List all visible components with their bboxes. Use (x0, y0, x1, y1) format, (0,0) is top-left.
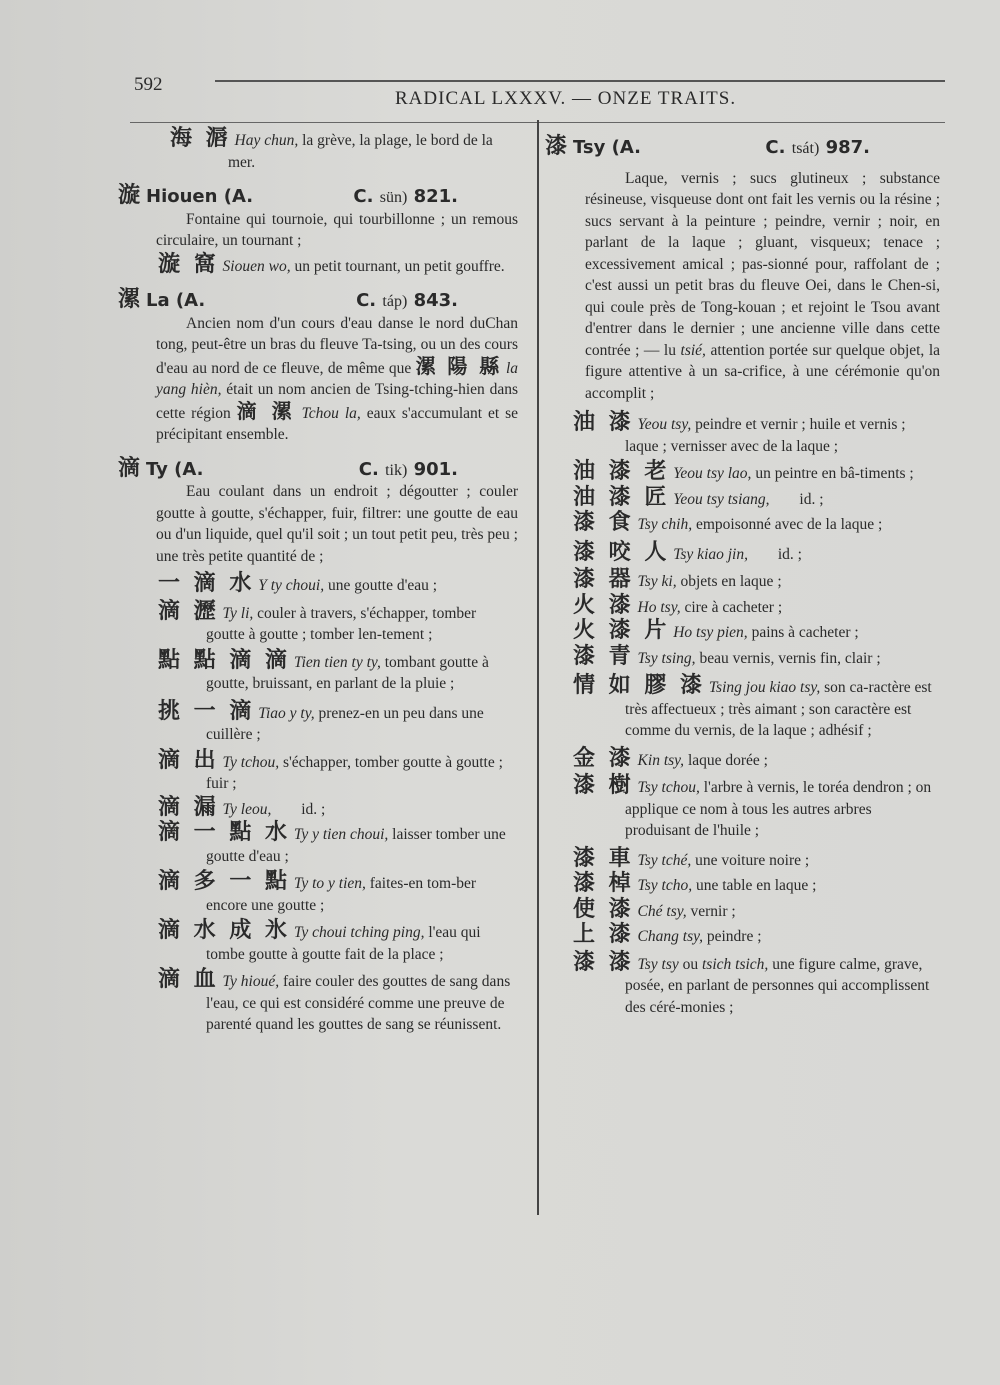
sub-entry-romanization: Tsy tsing, (637, 649, 696, 667)
sub-entry-text: une table en laque ; (695, 877, 817, 894)
sub-entry-chars: 漆 青 (573, 643, 634, 669)
ref-prefix: C. (765, 137, 786, 158)
entry-heading-hiouen (118, 185, 518, 209)
sub-entry-chars: 一 滴 水 (158, 571, 255, 596)
sub-entry (545, 775, 940, 842)
sub-entry (118, 573, 518, 597)
sub-entry-list (118, 573, 518, 1036)
sub-entry (545, 845, 940, 872)
continued-sub-entry (118, 128, 518, 173)
entry-definition: Fontaine qui tournoie, qui tourbillonne ; un remous circulaire, un tournant ; (156, 210, 518, 249)
sub-entry-chars: 漆 樹 (573, 773, 634, 798)
definition-chars: 滴 漯 (236, 398, 296, 423)
sub-entry-romanization: Ty li, (222, 604, 254, 622)
sub-entry-list (545, 412, 940, 1018)
entry-ref (765, 137, 870, 160)
entry-char: 滴 (118, 455, 141, 481)
ref-prefix: C. (358, 458, 379, 480)
sub-entry-romanization: Tsy tsy (637, 955, 679, 973)
sub-entry-text: objets en laque ; (680, 573, 782, 590)
sub-entry-chars: 滴 一 點 水 (158, 820, 290, 845)
definition-text: Ancien nom d'un cours d'eau danse le nord duChan tong, peut-être un bras du fleuve Ta-tsing, ou un des cours d'eau au nord de ce fleuve, de même que (156, 314, 518, 377)
sub-entry-text: un petit tournant, un petit gouffre. (294, 257, 505, 275)
sub-entry-text: vernir ; (690, 902, 736, 920)
sub-entry (118, 647, 518, 695)
sub-entry (545, 896, 940, 923)
sub-entry-text: cire à cacheter ; (684, 598, 783, 616)
sub-entry-chars: 漆 咬 人 (573, 539, 670, 565)
sub-entry-romanization: Tsing jou kiao tsy, (708, 679, 821, 696)
sub-entry-chars: 滴 多 一 點 (158, 869, 290, 894)
sub-entry-romanization: Kin tsy, (637, 751, 685, 769)
entry-name: La (A. (146, 290, 206, 311)
sub-entry-romanization: Tien tien ty ty, (293, 653, 381, 671)
sub-entry-romanization: Y ty choui, (258, 577, 325, 594)
ref-pronunciation: táp) (382, 293, 408, 310)
sub-entry-romanization: Tsy tchou, (637, 779, 700, 796)
sub-entry-text: id. ; (301, 800, 326, 818)
entry-name: Tsy (A. (573, 137, 641, 158)
sub-entry-text: faire couler des gouttes de sang dans l'eau, ce qui est considéré comme une preuve de parenté quand les gouttes de sang se réunissent. (206, 973, 511, 1033)
sub-entry-chars: 漆 漆 (573, 949, 634, 975)
left-column (118, 128, 518, 1036)
ref-prefix: C. (356, 290, 377, 311)
sub-entry-text: la grève, la plage, le bord de la mer. (228, 132, 493, 171)
entry-heading-tsy (545, 136, 940, 160)
sub-entry-romanization: Tsy chih, (637, 516, 693, 533)
ref-pronunciation: sün) (379, 189, 408, 206)
sub-entry-romanization: Hay chun, (234, 132, 299, 149)
sub-entry-text: une figure calme, grave, posée, en parlant de personnes qui accomplissent des céré-monies ; (625, 955, 930, 1016)
sub-entry (118, 920, 518, 965)
sub-entry-chars: 滴 出 (158, 747, 219, 773)
sub-entry-text: s'échapper, tomber goutte à goutte ; fuir ; (206, 753, 503, 792)
sub-entry-chars: 油 漆 (573, 410, 634, 435)
sub-entry-text: une voiture noire ; (695, 851, 810, 869)
sub-entry (545, 924, 940, 948)
entry-ref (356, 290, 458, 313)
sub-entry (118, 822, 518, 867)
sub-entry-romanization: Chang tsy, (637, 928, 703, 945)
sub-entry-romanization: Yeou tsy lao, (673, 465, 752, 482)
sub-entry-text: beau vernis, vernis fin, clair ; (699, 649, 881, 667)
sub-entry-text: prenez-en un peu dans une cuillère ; (206, 704, 484, 743)
sub-entry (545, 675, 940, 742)
definition-text: Laque, vernis ; sucs glutineux ; substance résineuse, visqueuse dont ont fait les vernis ou la résine ; sucs servant à la peinture ; peindre, vernir ; noir, en parlant de la laque ; gluant, visqueux; tenace ; excessivement amical ; pas-sionné pour, raffolant de ; c'est aussi un petit bras du fleuve Oei, dans le Chen-si, qui coule près de Tong-kouan ; et rejoint le Tsou avant d'entrer dans le dernier ; une ancienne ville dans cette contrée ; — lu (585, 169, 940, 359)
definition-chars: 漯 陽 縣 (415, 353, 502, 378)
sub-entry-romanization: Tsy tcho, (637, 877, 693, 894)
sub-entry-romanization: Ty y tien choui, (293, 826, 389, 843)
sub-entry-romanization: Yeou tsy, (637, 416, 692, 433)
sub-entry-text: laisser tomber une goutte d'eau ; (206, 826, 506, 865)
sub-entry-text: id. ; (799, 490, 824, 508)
sub-entry-chars: 漆 車 (573, 845, 634, 871)
sub-entry-text: tombant goutte à goutte, bruissant, en parlant de la pluie ; (206, 653, 489, 692)
sub-entry-romanization: Tsy ki, (637, 573, 677, 590)
sub-entry (545, 745, 940, 772)
sub-entry-romanization: Tsy tché, (637, 851, 692, 869)
sub-entry-chars: 海 滣 (170, 126, 231, 151)
sub-entry (118, 598, 518, 646)
header-rule (215, 80, 945, 82)
sub-entry (118, 747, 518, 795)
sub-entry-romanization: Ho tsy, (637, 598, 681, 616)
sub-entry (545, 949, 940, 1019)
sub-entry-text: id. ; (777, 545, 802, 563)
sub-entry-text: l'arbre à vernis, le toréa dendron ; on applique ce nom à tous les autres arbres produisant de l'huile ; (625, 779, 932, 839)
sub-entry (118, 871, 518, 916)
column-divider (537, 120, 539, 1215)
sub-entry-text: une goutte d'eau ; (327, 577, 438, 594)
sub-entry (545, 592, 940, 619)
sub-entry (545, 539, 940, 566)
ref-pronunciation: tik) (385, 461, 408, 479)
sub-entry-text: un peintre en bâ-timents ; (755, 465, 914, 482)
sub-entry-chars: 滴 漏 (158, 794, 219, 820)
ref-number: 901. (413, 458, 458, 480)
entry-name: Hiouen (A. (146, 186, 254, 207)
sub-entry (118, 969, 518, 1036)
entry-char: 漯 (118, 287, 141, 312)
sub-entry-text: laque dorée ; (687, 751, 768, 769)
sub-entry (118, 794, 518, 821)
sub-entry-chars: 上 漆 (573, 922, 634, 947)
sub-entry-romanization: Ty hioué, (222, 973, 280, 990)
sub-entry-romanization: tsich tsich, (702, 955, 769, 973)
sub-entry-chars: 滴 水 成 氷 (158, 918, 290, 943)
entry-char: 漆 (545, 134, 568, 159)
sub-entry-chars: 漆 棹 (573, 871, 634, 896)
sub-entry-text: peindre ; (706, 928, 762, 945)
entry-name: Ty (A. (146, 458, 204, 480)
sub-entry-romanization: Tsy kiao jin, (673, 545, 748, 563)
ref-number: 821. (413, 186, 458, 207)
sub-entry-text: empoisonné avec de la laque ; (695, 516, 883, 533)
sub-entry-romanization: Tiao y ty, (258, 704, 315, 722)
ref-number: 843. (413, 290, 458, 311)
sub-entry-romanization: Siouen wo, (222, 257, 291, 275)
sub-entry (118, 698, 518, 746)
definition-romanization: Tchou la, (301, 404, 361, 422)
sub-entry (545, 873, 940, 897)
entry-char: 漩 (118, 183, 141, 208)
sub-entry (545, 512, 940, 536)
sub-entry-chars: 油 漆 老 (573, 459, 670, 484)
running-head: RADICAL LXXXV. — ONZE TRAITS. (395, 88, 737, 109)
sub-entry-chars: 使 漆 (573, 896, 634, 922)
sub-entry-chars: 漩 窩 (158, 251, 219, 277)
entry-heading-la (118, 289, 518, 313)
sub-entry (545, 484, 940, 511)
sub-entry-chars: 挑 一 滴 (158, 698, 255, 724)
definition-romanization: tsié, (680, 341, 706, 359)
sub-entry-chars: 油 漆 匠 (573, 484, 670, 510)
sub-entry-romanization: Ty leou, (222, 800, 272, 818)
entry-ref (359, 459, 458, 482)
sub-entry-text: peindre et vernir ; huile et vernis ; laque ; vernisser avec de la laque ; (625, 416, 906, 455)
ref-number: 987. (825, 137, 870, 158)
sub-entry-romanization: Ty to y tien, (293, 875, 366, 892)
sub-entry (545, 643, 940, 670)
sub-entry (118, 251, 518, 278)
entry-definition (118, 313, 518, 446)
sub-entry-text: couler à travers, s'échapper, tomber goutte à goutte ; tomber len-tement ; (206, 604, 477, 643)
definition-text: était un nom ancien de Tsing-tching-hien dans cette région (156, 381, 518, 422)
entry-ref (353, 186, 458, 209)
entry-definition: Eau coulant dans un endroit ; dégoutter ; couler goutte à goutte, s'échapper, fuir, filtrer: une goutte de eau ou d'un liquide, quel qu'il soit ; un tout petit peu, très peu ; une très petite quantité de ; (156, 483, 518, 565)
definition-text: attention portée sur quelque objet, la figure attentive à un sa-crifice, à une cérémonie qu'on accomplit ; (585, 341, 941, 402)
sub-entry-text: pains à cacheter ; (751, 624, 859, 641)
page-number: 592 (134, 74, 163, 95)
sub-entry-chars: 漆 器 (573, 567, 634, 592)
sub-entry-chars: 金 漆 (573, 745, 634, 771)
sub-entry-text: son ca-ractère est très affectueux ; très aimant ; son caractère est comme du vernis, de la laque ; adhésif ; (625, 679, 932, 739)
sub-entry (545, 412, 940, 457)
sub-entry-chars: 情 如 膠 漆 (573, 673, 705, 698)
sub-entry-text: l'eau qui tombe goutte à goutte fait de la place ; (206, 924, 481, 963)
sub-entry-chars: 滴 血 (158, 967, 219, 992)
definition-text: eaux s'accumulant et se précipitant ensemble. (156, 404, 519, 443)
sub-entry-romanization: Ty tchou, (222, 753, 280, 771)
sub-entry-romanization: Ché tsy, (637, 902, 687, 920)
sub-entry (545, 569, 940, 593)
entry-definition (545, 168, 940, 405)
sub-entry-romanization: Ty choui tching ping, (293, 924, 425, 941)
sub-entry-chars: 火 漆 片 (573, 618, 670, 643)
right-column (545, 136, 940, 1018)
sub-entry-chars: 漆 食 (573, 510, 634, 535)
sub-entry-text: faites-en tom-ber encore une goutte ; (206, 875, 477, 914)
sub-entry-chars: 點 點 滴 滴 (158, 647, 290, 673)
sub-entry-romanization: Yeou tsy tsiang, (673, 490, 770, 508)
definition-romanization: la yang hièn, (156, 359, 519, 398)
sub-entry-text: ou (682, 955, 699, 973)
ref-prefix: C. (353, 186, 374, 207)
sub-entry (545, 461, 940, 485)
sub-entry-romanization: Ho tsy pien, (673, 624, 748, 641)
sub-entry-chars: 滴 瀝 (158, 598, 219, 624)
ref-pronunciation: tsát) (791, 140, 820, 157)
sub-entry (545, 620, 940, 644)
sub-entry-chars: 火 漆 (573, 592, 634, 618)
entry-heading-ty (118, 455, 518, 482)
